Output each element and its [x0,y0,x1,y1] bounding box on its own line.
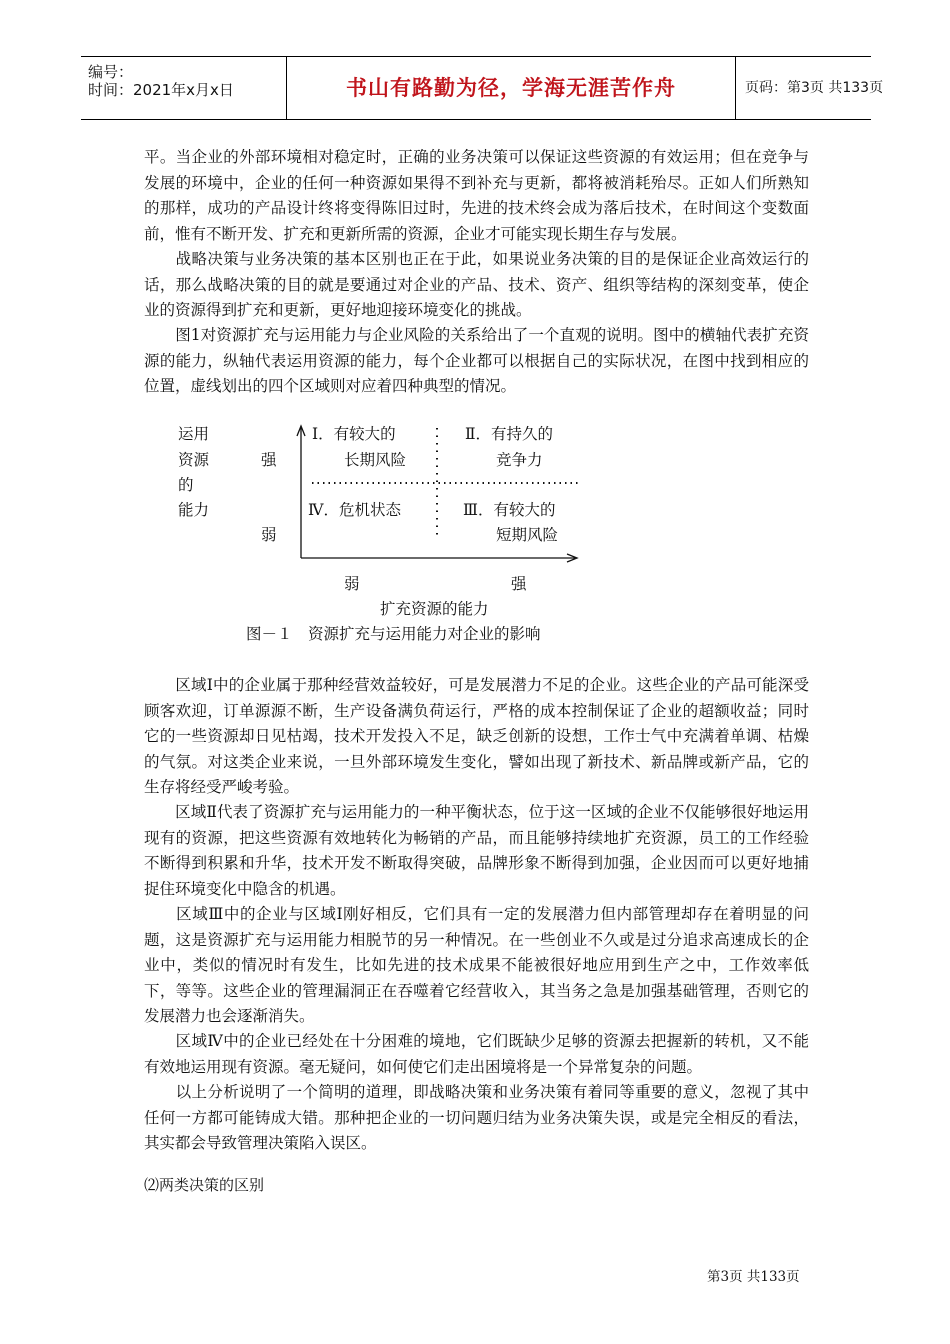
section-subheading: ⑵两类决策的区别 [144,1176,265,1194]
y-strong-label: 强 [261,451,277,469]
page-footer: 第3页 共133页 [707,1269,800,1285]
paragraph-6: 区域Ⅲ中的企业与区域Ⅰ刚好相反，它们具有一定的发展潜力但内部管理却存在着明显的问题，这是资源扩充与运用能力相脱节的另一种情况。在一些创业不久或是过分追求高速成长的企业中，类似的情况时有发生，比如先进的技术成果不能被很好地应用到生产之中，工作效率低下，等等。这些企业的管理漏洞正在吞噬着它经营收入，其当务之急是加强基础管理，否则它的发展潜力也会逐渐消失。 [144,905,809,1026]
paragraph-8: 以上分析说明了一个简明的道理，即战略决策和业务决策有着同等重要的意义，忽视了其中任何一方都可能铸成大错。那种把企业的一切问题归结为业务决策失误，或是完全相反的看法，其实都会导致管理决策陷入误区。 [144,1083,809,1153]
paragraph-3: 图1对资源扩充与运用能力与企业风险的关系给出了一个直观的说明。图中的横轴代表扩充资源的能力，纵轴代表运用资源的能力，每个企业都可以根据自己的实际状况，在图中找到相应的位置，虚线划出的四个区域则对应着四种典型的情况。 [144,326,809,396]
quadrant-3-line-1: Ⅲ．有较大的 [463,501,556,519]
quadrant-1-line-1: Ⅰ．有较大的 [312,425,396,443]
header-time: 时间：2021年x月x日 [88,81,234,99]
quadrant-2-line-1: Ⅱ．有持久的 [465,425,554,443]
quadrant-3-line-2: 短期风险 [496,526,559,544]
paragraph-2: 战略决策与业务决策的基本区别也正在于此，如果说业务决策的目的是保证企业高效运行的话，那么战略决策的目的就是要通过对企业的产品、技术、资产、组织等结构的深刻变革，使企业的资源得到扩充和更新，更好地迎接环境变化的挑战。 [144,250,809,320]
paragraph-7: 区域Ⅳ中的企业已经处在十分困难的境地，它们既缺少足够的资源去把握新的转机，又不能有效地运用现有资源。毫无疑问，如何使它们走出困境将是一个异常复杂的问题。 [144,1032,809,1076]
header-page-number: 页码：第3页 共133页 [745,80,884,96]
quadrant-2-line-2: 竞争力 [496,451,543,469]
paragraph-4: 区域Ⅰ中的企业属于那种经营效益较好，可是发展潜力不足的企业。这些企业的产品可能深受顾客欢迎，订单源源不断，生产设备满负荷运行，严格的成本控制保证了企业的超额收益；同时它的一些资源却日见枯竭，技术开发投入不足，缺乏创新的设想，工作士气中充满着单调、枯燥的气氛。对这类企业来说，一旦外部环境发生变化，譬如出现了新技术、新品牌或新产品，它的生存将经受严峻考验。 [144,676,809,797]
figure-caption: 图－１ 资源扩充与运用能力对企业的影响 [246,625,541,643]
quadrant-4: Ⅳ．危机状态 [308,501,401,519]
header-meta-cell [81,57,286,119]
y-weak-label: 弱 [261,526,277,544]
header-motto-cell [286,57,736,119]
header-page-cell [735,57,884,119]
quadrant-1-line-2: 长期风险 [344,451,407,469]
x-weak-label: 弱 [344,575,360,593]
figure-1 [140,418,620,648]
y-label-line-1: 运用 [178,425,210,443]
header-motto: 书山有路勤为径，学海无涯苦作舟 [346,76,676,100]
x-strong-label: 强 [511,575,527,593]
paragraph-5: 区域Ⅱ代表了资源扩充与运用能力的一种平衡状态，位于这一区域的企业不仅能够很好地运用现有的资源，把这些资源有效地转化为畅销的产品，而且能够持续地扩充资源，员工的工作经验不断得到积累和升华，技术开发不断取得突破，品牌形象不断得到加强，企业因而可以更好地捕捉住环境变化中隐含的机遇。 [144,803,809,898]
y-label-line-4: 能力 [178,501,210,519]
paragraph-1: 平。当企业的外部环境相对稳定时，正确的业务决策可以保证这些资源的有效运用；但在竞争与发展的环境中，企业的任何一种资源如果得不到补充与更新，都将被消耗殆尽。正如人们所熟知的那样，成功的产品设计终将变得陈旧过时，先进的技术终会成为落后技术，在时间这个变数面前，惟有不断开发、扩充和更新所需的资源，企业才可能实现长期生存与发展。 [144,148,809,243]
x-axis-label: 扩充资源的能力 [380,600,489,618]
header-number: 编号： [88,63,134,81]
y-label-line-3: 的 [178,476,194,494]
y-label-line-2: 资源 [178,451,210,469]
page-header [81,56,884,120]
